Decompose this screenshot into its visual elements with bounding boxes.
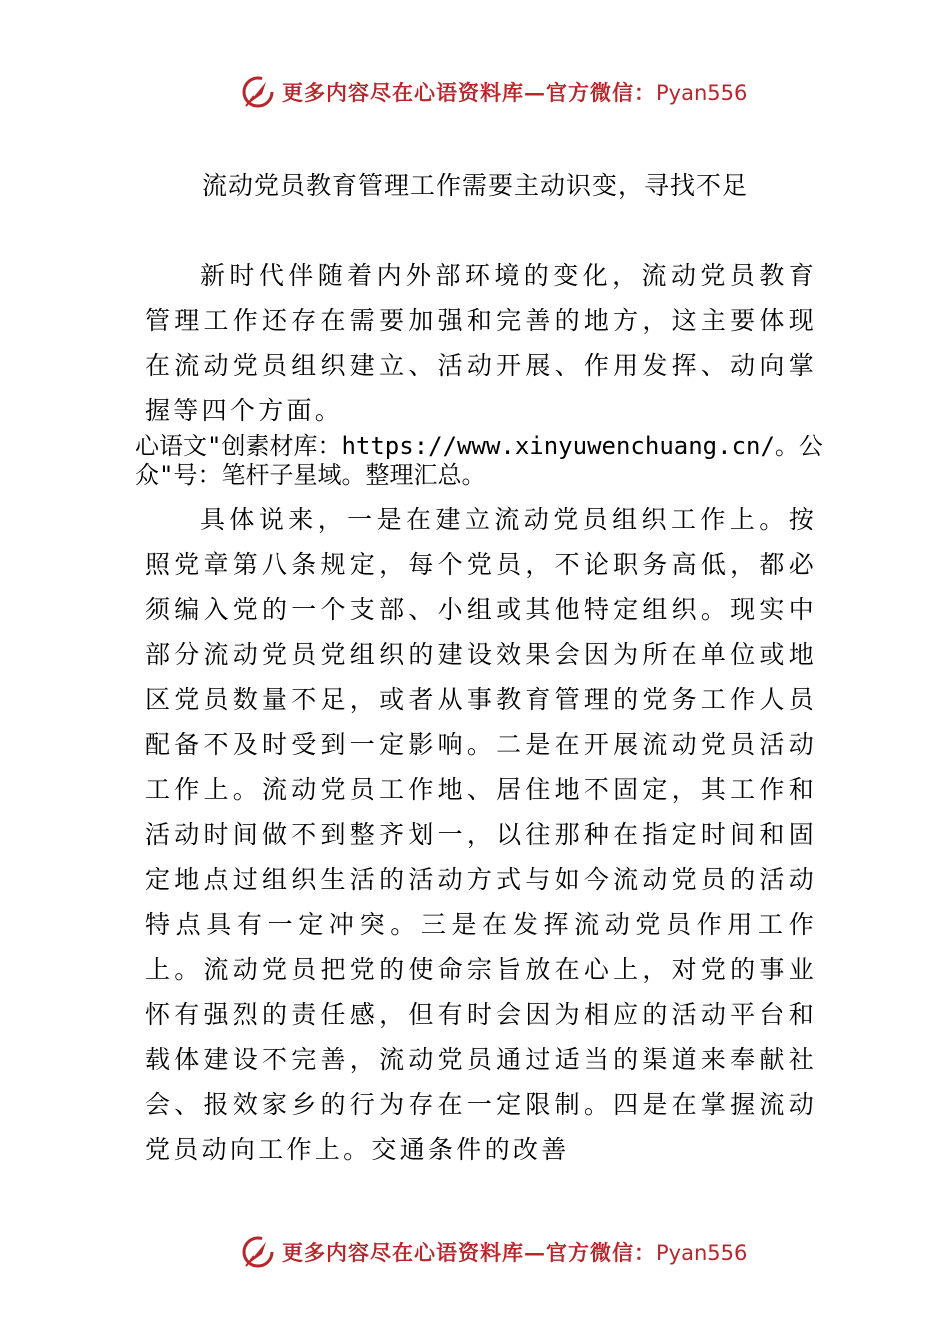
paragraph-1: 新时代伴随着内外部环境的变化，流动党员教育管理工作还存在需要加强和完善的地方，这主要体现在流动党员组织建立、活动开展、作用发挥、动向掌握等四个方面。: [145, 261, 817, 425]
wechat-id: Pyan556: [656, 81, 748, 105]
feather-pen-logo-icon: [240, 1234, 276, 1270]
source-note: 心语文"创素材库：https://www.xinyuwenchuang.cn/。公众"号：笔杆子星域。整理汇总。: [135, 432, 823, 489]
banner-text: 更多内容尽在心语资料库—官方微信：Pyan556: [282, 80, 748, 105]
banner-text: 更多内容尽在心语资料库—官方微信：Pyan556: [282, 1240, 748, 1265]
paragraph-2: 具体说来，一是在建立流动党员组织工作上。按照党章第八条规定，每个党员，不论职务高低，都必须编入党的一个支部、小组或其他特定组织。现实中部分流动党员党组织的建设效果会因为所在单位或地区党员数量不足，或者从事教育管理的党务工作人员配备不及时受到一定影响。二是在开展流动党员活动工作上。流动党员工作地、居住地不固定，其工作和活动时间做不到整齐划一，以往那种在指定时间和固定地点过组织生活的活动方式与如今流动党员的活动特点具有一定冲突。三是在发挥流动党员作用工作上。流动党员把党的使命宗旨放在心上，对党的事业怀有强烈的责任感，但有时会因为相应的活动平台和载体建设不完善，流动党员通过适当的渠道来奉献社会、报效家乡的行为存在一定限制。四是在掌握流动党员动向工作上。交通条件的改善: [145, 505, 817, 1164]
header-banner: [240, 72, 747, 112]
wechat-id: Pyan556: [656, 1241, 748, 1265]
feather-pen-logo-icon: [240, 74, 276, 110]
document-title: 流动党员教育管理工作需要主动识变，寻找不足: [201, 171, 748, 200]
footer-banner: [240, 1232, 747, 1272]
